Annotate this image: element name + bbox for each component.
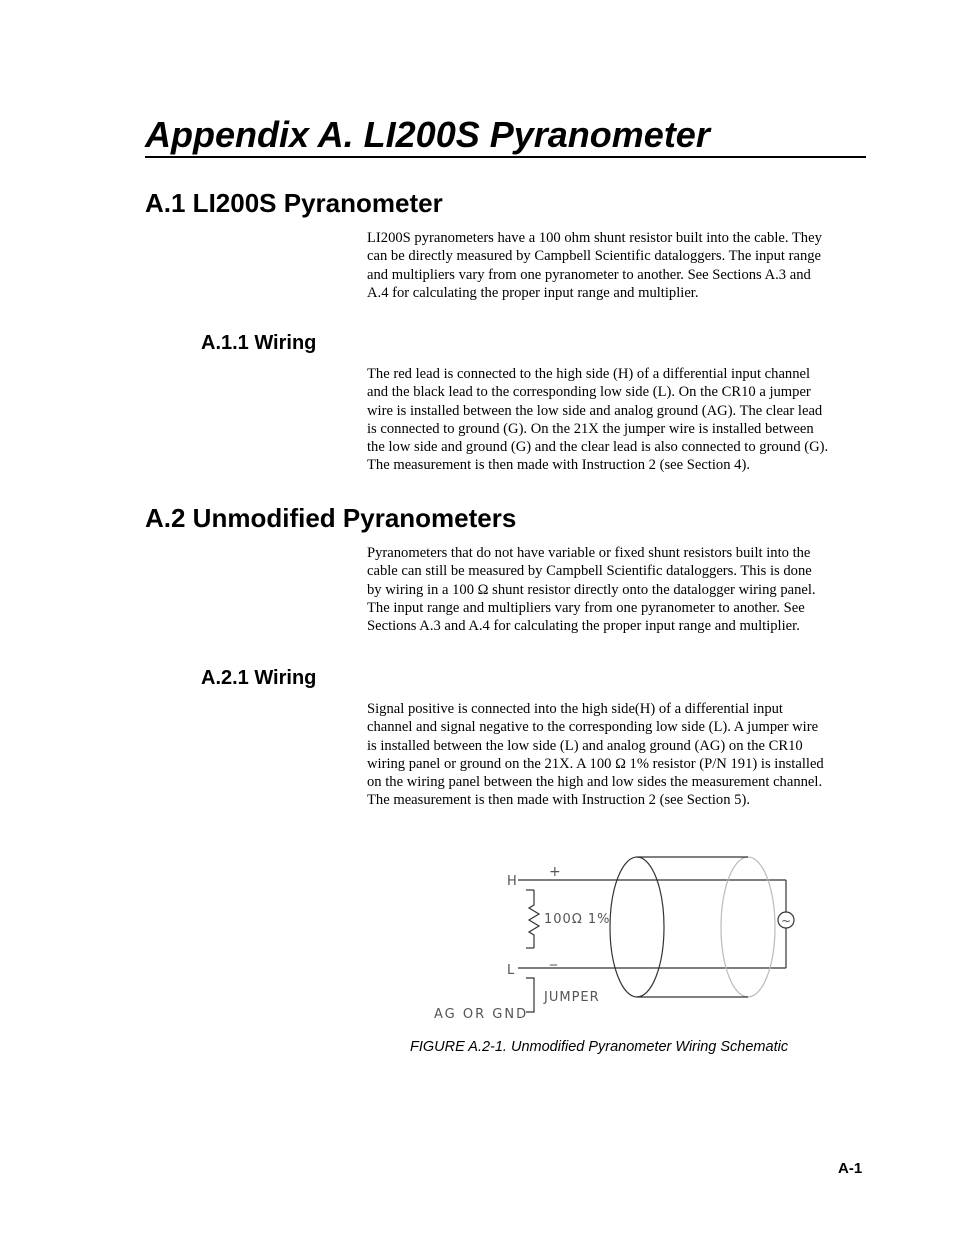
- section-heading-a21: A.2.1 Wiring: [201, 667, 317, 689]
- paragraph-a11: [367, 365, 867, 475]
- text-line: wiring panel or ground on the 21X. A 100 Ω 1% resistor (P/N 191) is installed: [367, 755, 824, 772]
- text-line: The measurement is then made with Instruction 2 (see Section 5).: [367, 792, 750, 809]
- text-line: wire is installed between the low side and analog ground (AG). The clear lead: [367, 402, 823, 419]
- text-line: is connected to ground (G). On the 21X the jumper wire is installed between: [367, 420, 814, 437]
- paragraph-a1: [367, 229, 867, 302]
- text-line: cable can still be measured by Campbell Scientific dataloggers. This is done: [367, 563, 812, 580]
- label-resistor: 100Ω 1%: [544, 912, 611, 927]
- text-line: Signal positive is connected into the high side(H) of a differential input: [367, 701, 783, 717]
- text-line: can be directly measured by Campbell Scientific dataloggers. The input range: [367, 248, 822, 265]
- label-minus: _: [550, 950, 557, 966]
- paragraph-a21: [367, 700, 867, 810]
- text-line: by wiring in a 100 Ω shunt resistor directly onto the datalogger wiring panel.: [367, 581, 816, 598]
- label-high: H: [507, 874, 517, 889]
- text-line: and the black lead to the corresponding low side (L). On the CR10 a jumper: [367, 384, 811, 401]
- text-line: Pyranometers that do not have variable or fixed shunt resistors built into the: [367, 545, 811, 561]
- section-heading-a11: A.1.1 Wiring: [201, 332, 317, 354]
- resistor-symbol: [529, 890, 539, 948]
- cable-end-right-hidden: [721, 857, 775, 997]
- label-jumper: JUMPER: [544, 990, 600, 1005]
- label-plus: +: [549, 864, 561, 880]
- cable-end-left: [610, 857, 664, 997]
- text-line: on the wiring panel between the high and low sides the measurement channel.: [367, 774, 823, 791]
- sensor-source-icon: ~: [781, 914, 792, 928]
- paragraph-a2: [367, 544, 867, 635]
- figure-caption: FIGURE A.2-1. Unmodified Pyranometer Wiring Schematic: [410, 1039, 789, 1055]
- text-line: Sections A.3 and A.4 for calculating the proper input range and multiplier.: [367, 618, 800, 635]
- section-heading-a1: A.1 LI200S Pyranometer: [145, 188, 443, 218]
- section-heading-a2: A.2 Unmodified Pyranometers: [145, 503, 517, 533]
- label-low: L: [507, 963, 515, 978]
- page-number: A-1: [838, 1160, 863, 1177]
- text-line: channel and signal negative to the corresponding low side (L). A jumper wire: [367, 719, 819, 736]
- text-line: LI200S pyranometers have a 100 ohm shunt resistor built into the cable. They: [367, 230, 822, 246]
- text-line: the low side and ground (G) and the clear lead is also connected to ground (G).: [367, 439, 829, 456]
- text-line: The input range and multipliers vary from one pyranometer to another. See: [367, 599, 805, 616]
- label-ground: AG OR GND: [434, 1007, 529, 1022]
- page-title: Appendix A. LI200S Pyranometer: [145, 112, 866, 158]
- text-line: and multipliers vary from one pyranometer to another. See Sections A.3 and: [367, 266, 811, 283]
- text-line: is installed between the low side (L) and analog ground (AG) on the CR10: [367, 737, 803, 754]
- wiring-schematic: [420, 850, 820, 1030]
- text-line: A.4 for calculating the proper input range and multiplier.: [367, 284, 699, 301]
- text-line: The measurement is then made with Instruction 2 (see Section 4).: [367, 457, 750, 474]
- text-line: The red lead is connected to the high side (H) of a differential input channel: [367, 366, 811, 382]
